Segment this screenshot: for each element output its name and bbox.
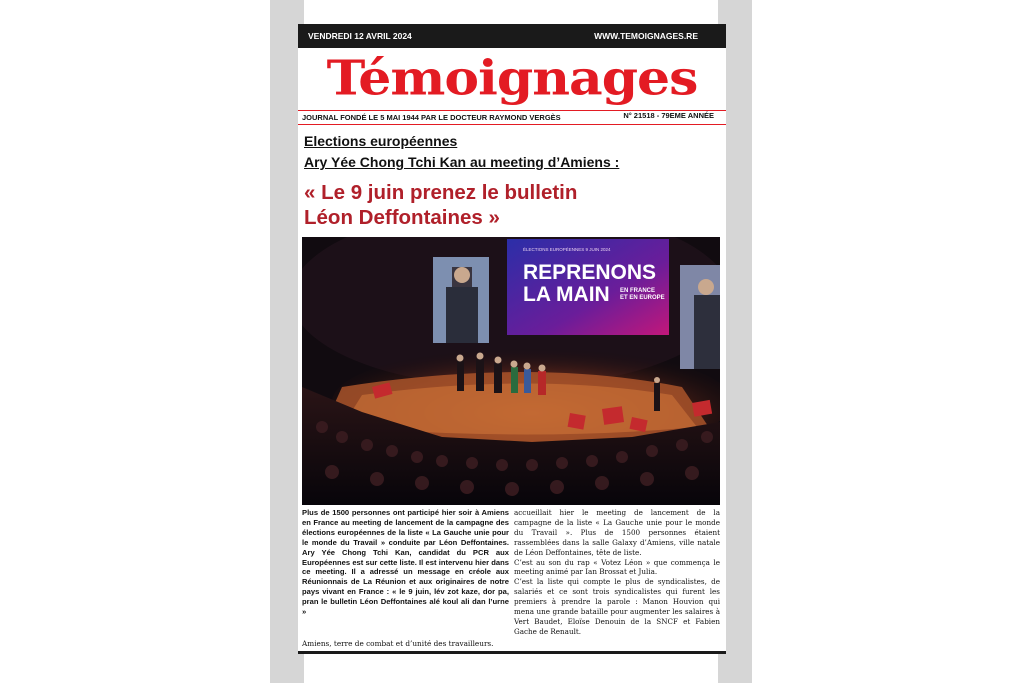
body-column (514, 508, 720, 637)
bottom-bar (298, 651, 726, 654)
article-subtitle: Ary Yée Chong Tchi Kan au meeting d’Amiens : (304, 154, 620, 170)
masthead (298, 50, 726, 108)
body-paragraph-2: C’est au son du rap « Votez Léon » que commença le meeting animé par Ian Brossat et Julia. (514, 557, 720, 577)
masthead-rule-bottom (298, 124, 726, 125)
photo-caption: Amiens, terre de combat et d’unité des travailleurs. (302, 639, 494, 648)
masthead-subline (298, 111, 726, 123)
screen-side-text-2: ET EN EUROPE (620, 295, 665, 301)
issue-date: VENDREDI 12 AVRIL 2024 (308, 31, 412, 41)
issue-number: N° 21518 - 79EME ANNÉE (623, 111, 714, 120)
headline-line-1: « Le 9 juin prenez le bulletin (304, 181, 578, 204)
screen-text-line2: LA MAIN (523, 283, 610, 306)
website-link[interactable]: WWW.TEMOIGNAGES.RE (594, 31, 698, 41)
screen-side-text-1: EN FRANCE (620, 288, 656, 294)
section-kicker: Elections européennes (304, 133, 458, 149)
lead-paragraph: Plus de 1500 personnes ont participé hier soir à Amiens en France au meeting de lancement de la campagne des élections européennes de la liste « La Gauche unie pour le monde du Travail » conduite par Léon Deffontaines. Ary Yée Chong Tchi Kan, candidat du PCR aux Européennes est sur cette liste. Il est intervenu hier dans ce meeting. Il a adressé un message en créole aux Réunionnais de La Réunion et aux originaires de notre pays vivant en France : « le 9 juin, lév zot kaze, dor pa, pran le bulletin Léon Deffontaines alé koul ali dan l’urne » (302, 508, 509, 617)
lead-column (302, 508, 509, 617)
meeting-photo-illustration (302, 237, 720, 505)
founded-text: JOURNAL FONDÉ LE 5 MAI 1944 PAR LE DOCTEUR RAYMOND VERGÈS (302, 113, 561, 122)
masthead-title: Témoignages (326, 50, 698, 107)
top-bar (298, 24, 726, 48)
body-paragraph-3: C’est la liste qui compte le plus de syndicalistes, de salariés et ce sont trois syndicalistes qui furent les premiers à prendre la parole : Manon Houvion qui mena une grande bataille pour augmenter les salaires à Vert Baudet, Eloïse Denouin de la SNCF et Fabien Gache de Renault. (514, 577, 720, 636)
newspaper-page (298, 24, 726, 654)
screen-text-line1: REPRENONS (523, 261, 657, 284)
headline (304, 180, 714, 230)
meeting-photo (302, 237, 720, 505)
screen-small-text: ÉLECTIONS EUROPÉENNES 9 JUIN 2024 (523, 247, 611, 252)
headline-line-2: Léon Deffontaines » (304, 206, 500, 229)
body-paragraph-1: accueillait hier le meeting de lancement de la campagne de la liste « La Gauche unie pour le monde du Travail ». Plus de 1500 personnes étaient rassemblées dans la salle Galaxy d’Amiens, ville natale de Léon Deffontaines, tête de liste. (514, 508, 720, 557)
